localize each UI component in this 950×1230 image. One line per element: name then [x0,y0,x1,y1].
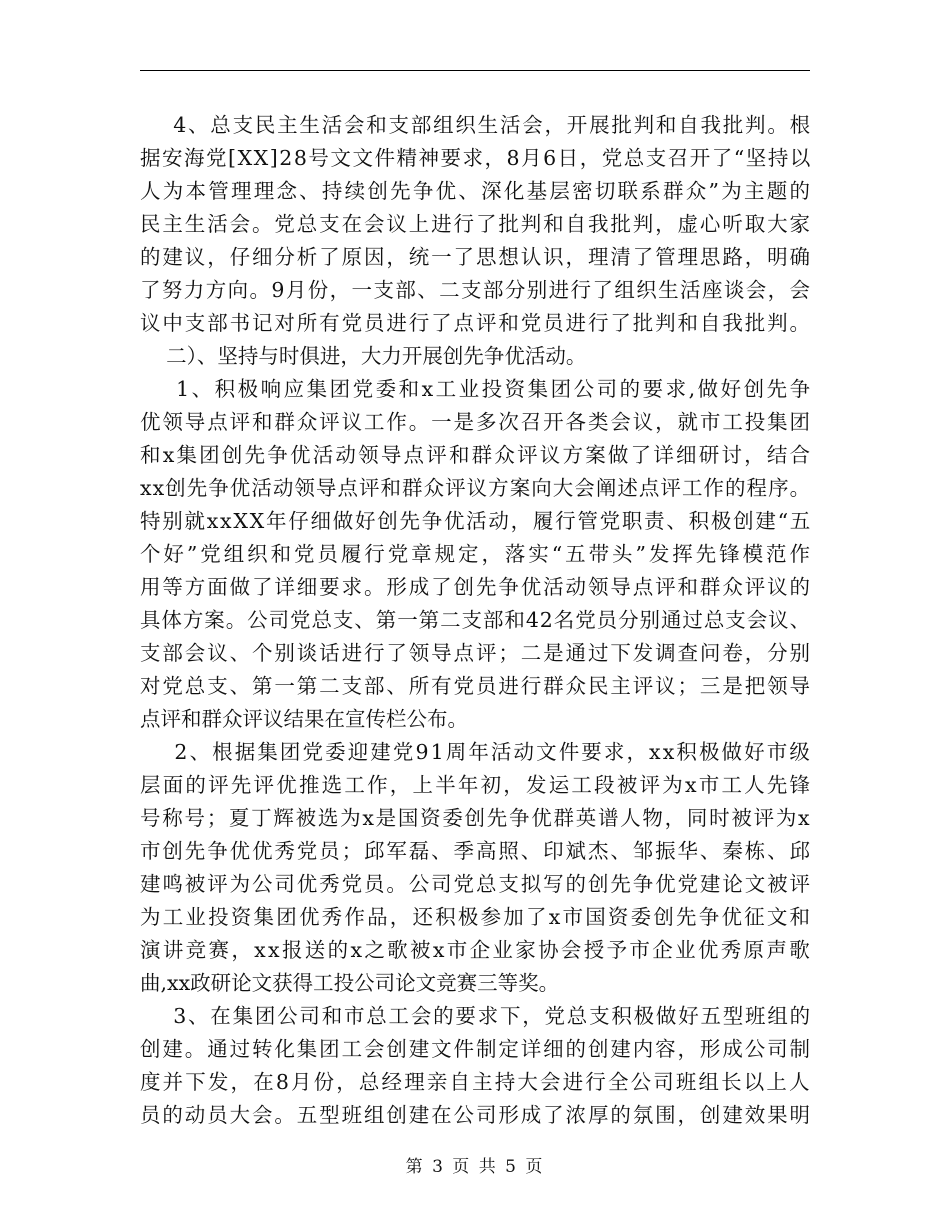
text-line: 建鸣被评为公司优秀党员。公司党总支拟写的创先争优党建论文被评 [140,872,812,896]
text-line: 4、总支民主生活会和支部组织生活会，开展批判和自我批判。根 [140,113,812,137]
text-line: xx创先争优活动领导点评和群众评议方案向大会阐述点评工作的程序。 [140,476,812,500]
body-text [140,109,813,1132]
text-line: 层面的评先评优推选工作，上半年初，发运工段被评为x市工人先锋 [140,773,813,797]
text-line: 特别就xxXX年仔细做好创先争优活动，履行管党职责、积极创建“五 [140,509,813,533]
text-line: 为工业投资集团优秀作品，还积极参加了x市国资委创先争优征文和 [140,905,813,929]
text-line: 优领导点评和群众评议工作。一是多次召开各类会议，就市工投集团 [140,410,812,434]
text-line: 2、根据集团党委迎建党91周年活动文件要求，xx积极做好市级 [140,740,812,764]
text-line: 了努力方向。9月份，一支部、二支部分别进行了组织生活座谈会，会 [140,278,812,302]
text-line: 员的动员大会。五型班组创建在公司形成了浓厚的氛围，创建效果明 [140,1103,812,1127]
text-line: 市创先争优优秀党员；邱军磊、季高照、印斌杰、邹振华、秦栋、邱 [140,839,812,863]
header-rule [140,70,810,71]
text-line: 度并下发，在8月份，总经理亲自主持大会进行全公司班组长以上人 [140,1070,812,1094]
text-line: 用等方面做了详细要求。形成了创先争优活动领导点评和群众评议的 [140,575,812,599]
text-line: 创建。通过转化集团工会创建文件制定详细的创建内容，形成公司制 [140,1037,812,1061]
text-line: 的建议，仔细分析了原因，统一了思想认识，理清了管理思路，明确 [140,245,812,269]
text-line: 支部会议、个别谈话进行了领导点评；二是通过下发调查问卷，分别 [140,641,812,665]
text-line: 议中支部书记对所有党员进行了点评和党员进行了批判和自我批判。 [140,311,812,335]
text-line: 民主生活会。党总支在会议上进行了批判和自我批判，虚心听取大家 [140,212,812,236]
text-line: 具体方案。公司党总支、第一第二支部和42名党员分别通过总支会议、 [140,608,812,632]
text-line: 和x集团创先争优活动领导点评和群众评议方案做了详细研讨，结合 [140,443,813,467]
text-line: 号称号；夏丁辉被选为x是国资委创先争优群英谱人物，同时被评为x [140,806,812,830]
text-line: 1、积极响应集团党委和x工业投资集团公司的要求,做好创先争 [140,377,813,401]
text-line: 3、在集团公司和市总工会的要求下，党总支积极做好五型班组的 [140,1004,812,1028]
text-line: 对党总支、第一第二支部、所有党员进行群众民主评议；三是把领导 [140,674,812,698]
text-line: 个好”党组织和党员履行党章规定，落实“五带头”发挥先锋模范作 [140,542,813,566]
text-line: 演讲竞赛，xx报送的x之歌被x市企业家协会授予市企业优秀原声歌 [140,938,813,962]
text-line: 二）、坚持与时俱进，大力开展创先争优活动。 [140,344,587,368]
text-line: 曲,xx政研论文获得工投公司论文竞赛三等奖。 [140,971,560,995]
text-line: 据安海党[XX]28号文文件精神要求，8月6日，党总支召开了“坚持以 [140,146,812,170]
text-line: 点评和群众评议结果在宣传栏公布。 [140,707,468,731]
page-footer: 第 3 页 共 5 页 [405,1157,545,1177]
text-line: 人为本管理理念、持续创先争优、深化基层密切联系群众”为主题的 [140,179,813,203]
